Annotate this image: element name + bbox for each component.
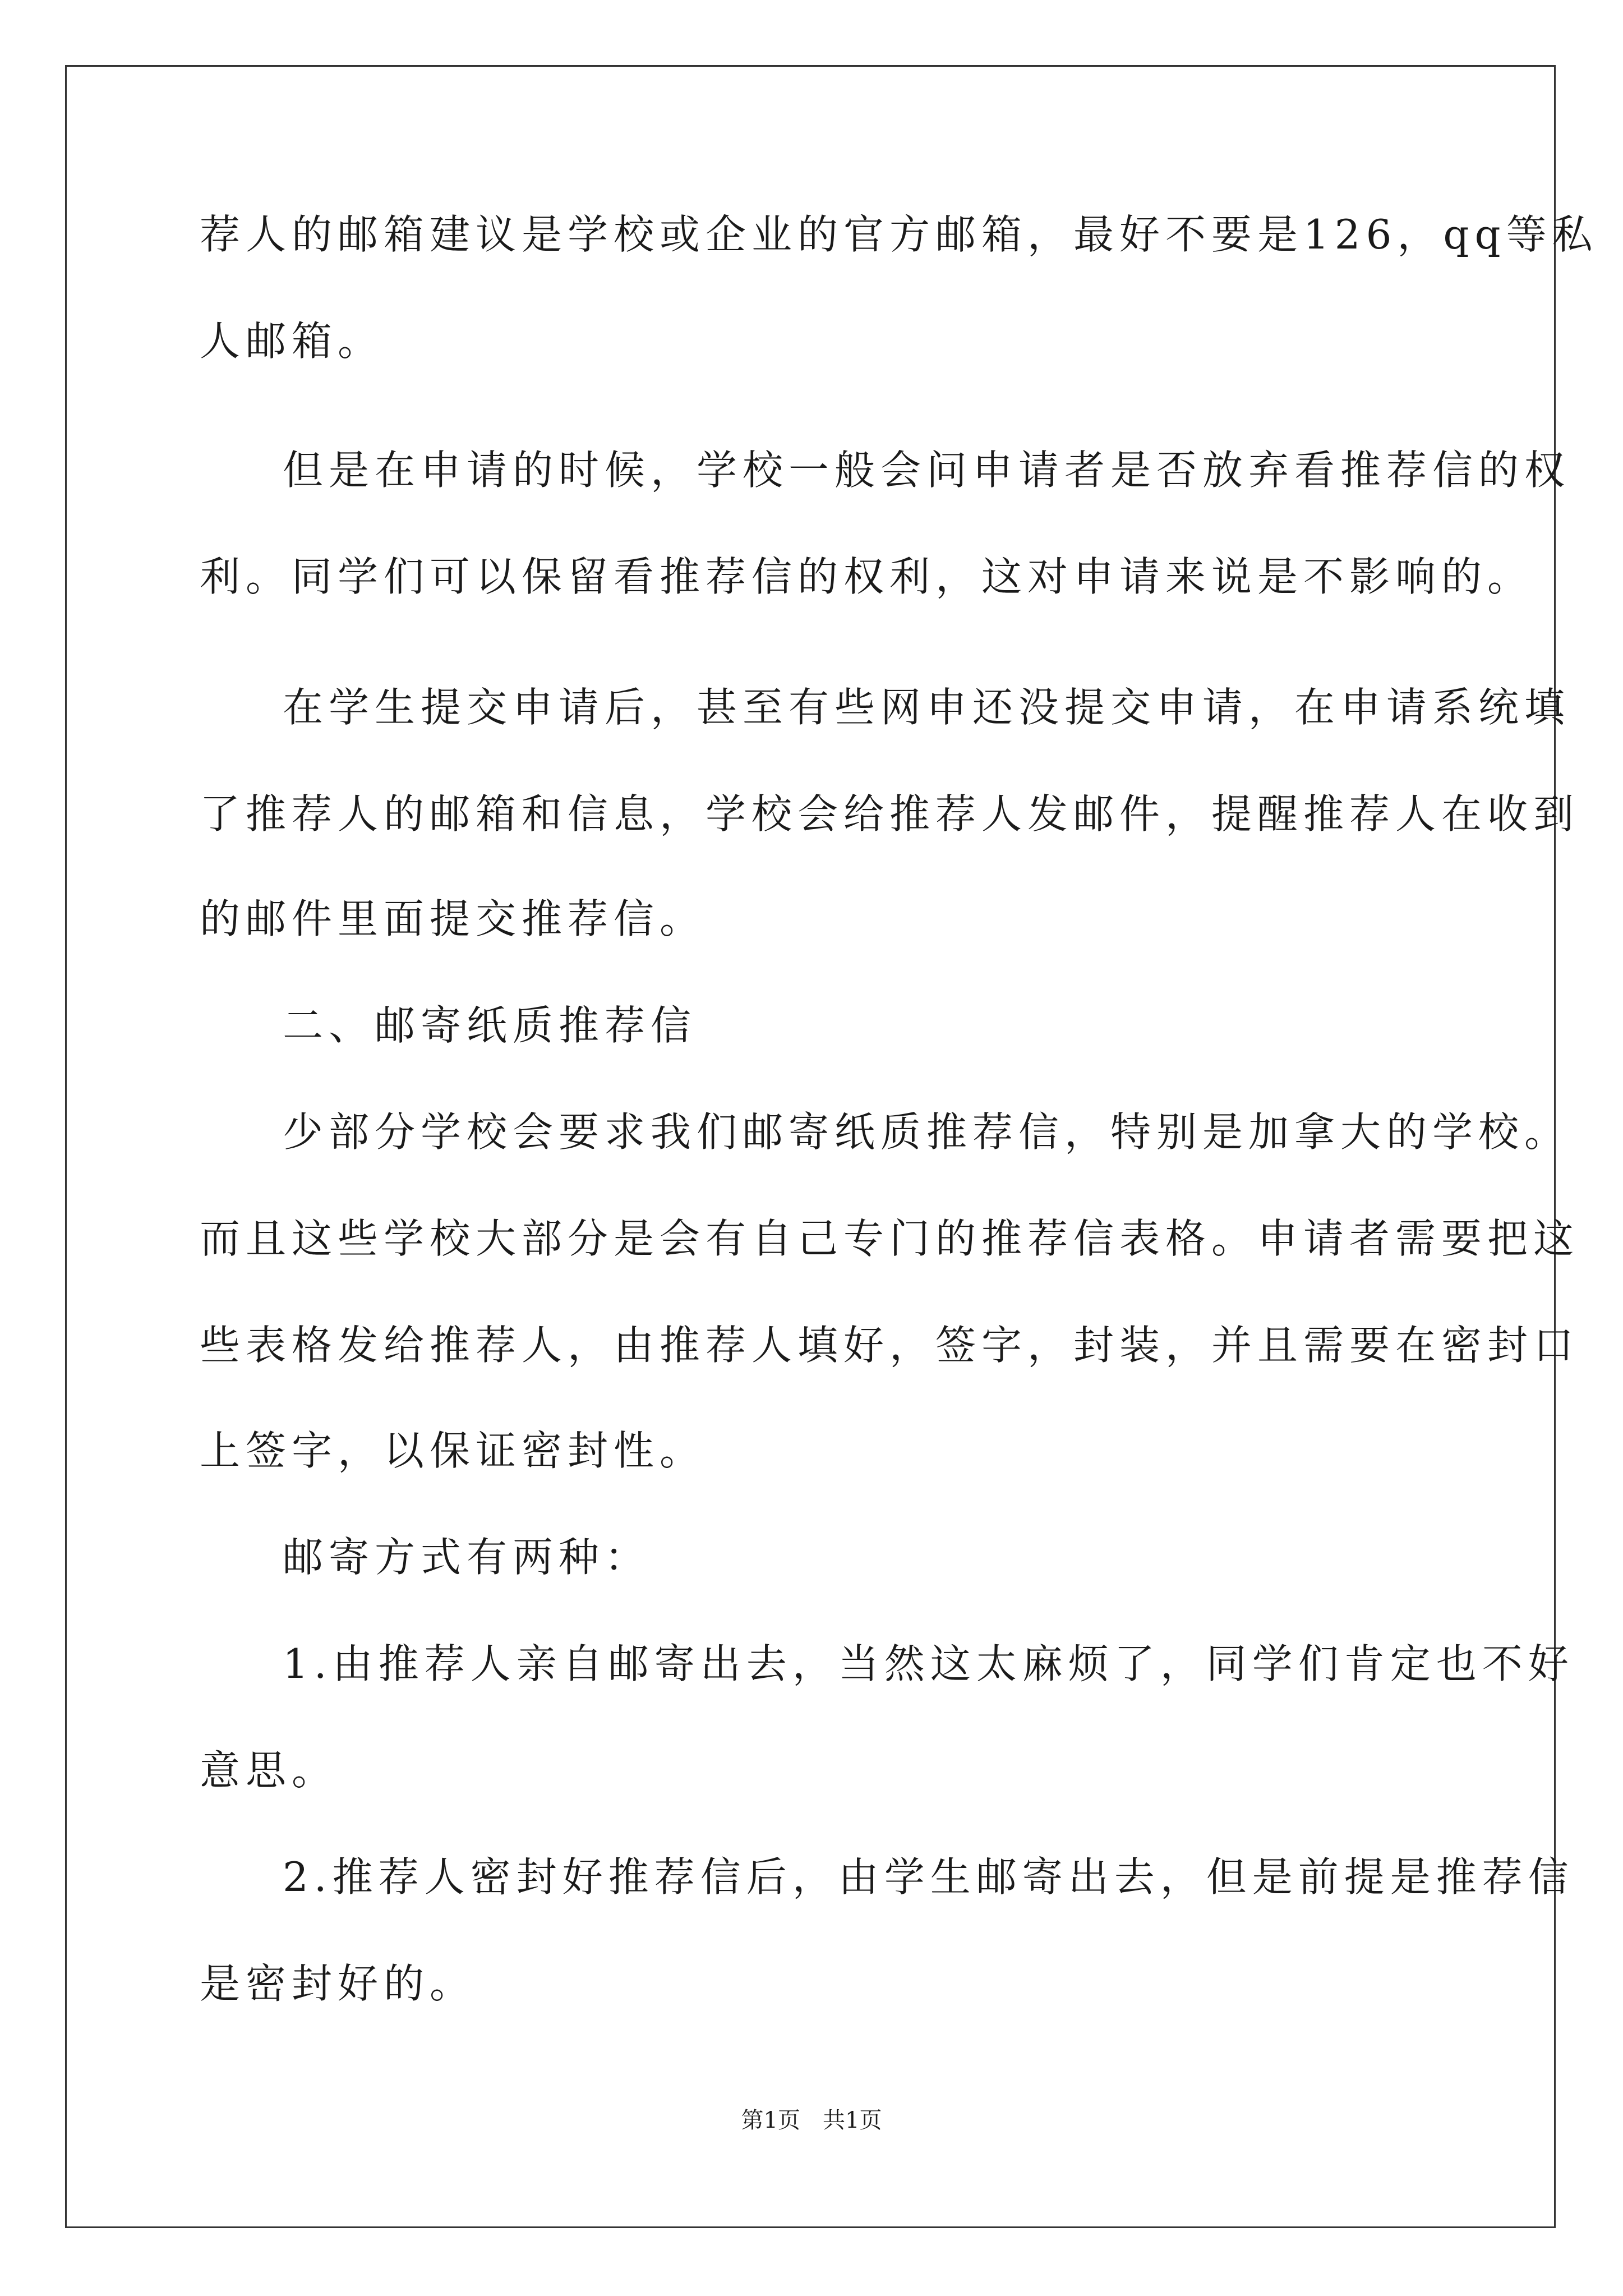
text-line: 但是在申请的时候，学校一般会问申请者是否放弃看推荐信的权 <box>283 447 1571 494</box>
text-line: 利。同学们可以保留看推荐信的权利，这对申请来说是不影响的。 <box>200 553 1534 600</box>
text-line: 邮寄方式有两种： <box>283 1534 651 1581</box>
text-line: 而且这些学校大部分是会有自己专门的推荐信表格。申请者需要把这 <box>200 1215 1580 1262</box>
text-line: 荐人的邮箱建议是学校或企业的官方邮箱，最好不要是126，qq等私 <box>200 211 1598 258</box>
section-heading: 二、邮寄纸质推荐信 <box>283 1002 697 1049</box>
text-line: 了推荐人的邮箱和信息，学校会给推荐人发邮件，提醒推荐人在收到 <box>200 790 1580 838</box>
page-number-footer: 第1页 共1页 <box>741 2108 882 2133</box>
text-line: 是密封好的。 <box>200 1960 476 2007</box>
text-line: 些表格发给推荐人，由推荐人填好，签字，封装，并且需要在密封口 <box>200 1322 1580 1369</box>
text-line: 在学生提交申请后，甚至有些网申还没提交申请，在申请系统填 <box>283 684 1571 731</box>
text-line: 上签字，以保证密封性。 <box>200 1427 706 1474</box>
text-line: 少部分学校会要求我们邮寄纸质推荐信，特别是加拿大的学校。 <box>283 1108 1571 1156</box>
list-item: 2.推荐人密封好推荐信后，由学生邮寄出去，但是前提是推荐信 <box>283 1853 1574 1901</box>
list-item: 1.由推荐人亲自邮寄出去，当然这太麻烦了，同学们肯定也不好 <box>283 1640 1574 1687</box>
text-line: 人邮箱。 <box>200 318 384 365</box>
text-line: 意思。 <box>200 1747 338 1794</box>
text-line: 的邮件里面提交推荐信。 <box>200 895 706 942</box>
